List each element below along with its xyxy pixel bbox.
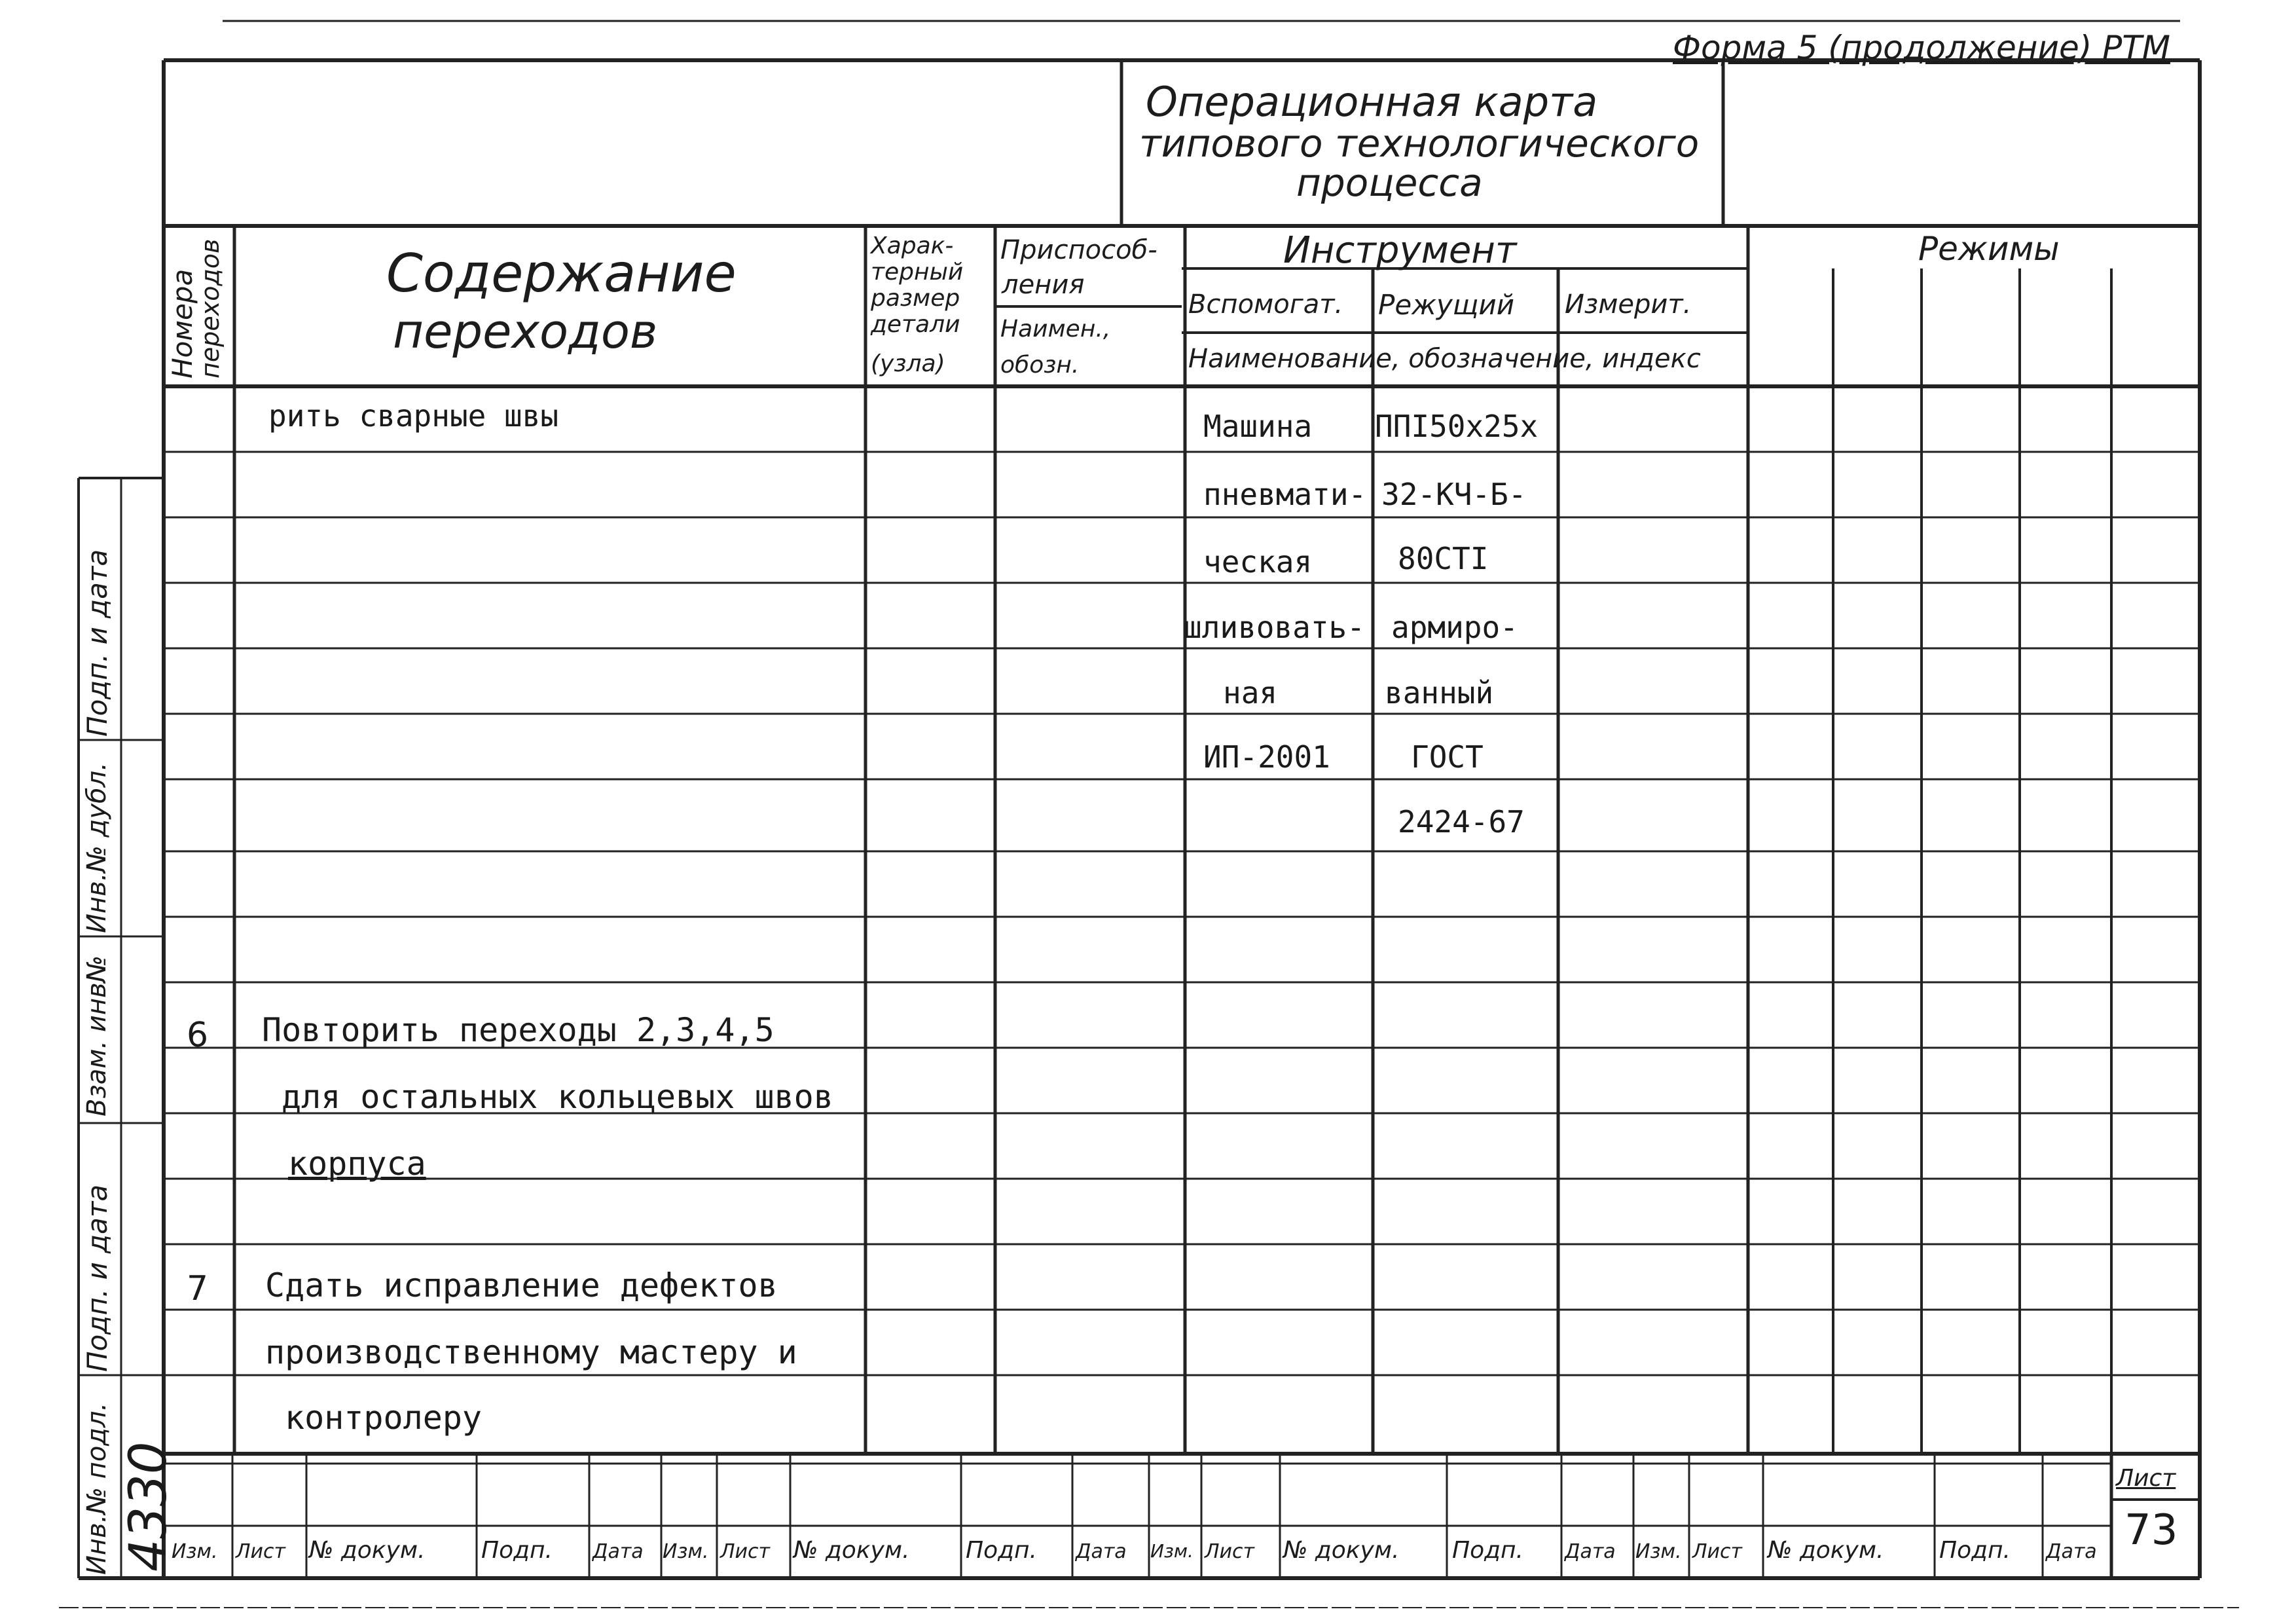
header-fixtures-1: Приспособ- [1000, 235, 1157, 265]
card-title-line-2: типового технологического [1139, 121, 1700, 166]
header-instrument: Инструмент [1283, 229, 1517, 272]
content-line-6: производственному мастеру и [265, 1333, 797, 1371]
header-char-size-1: Харак- [871, 232, 954, 259]
side-stamp-sign-date-1: Подп. и дата [81, 1184, 113, 1372]
footer-label-10: Дата [1076, 1540, 1127, 1563]
footer-label-16: Изм. [1635, 1540, 1682, 1563]
footer-label-20: Дата [2046, 1540, 2097, 1563]
content-line-4: корпуса [288, 1145, 426, 1183]
footer-label-1: Изм. [172, 1540, 218, 1563]
header-fixtures-sub-1: Наимен., [1000, 316, 1111, 342]
side-stamp-inv-orig: Инв.№ подл. [82, 1402, 112, 1575]
footer-label-12: Лист [1205, 1540, 1255, 1563]
aux-tool-line-3: ческая [1203, 544, 1313, 580]
cutting-tool-line-2: 32-КЧ-Б- [1381, 477, 1527, 512]
content-line-3: для остальных кольцевых швов [282, 1078, 833, 1116]
header-transition-number-1: Номера [166, 268, 198, 378]
footer-label-6: Изм. [663, 1540, 709, 1563]
inventory-number: 4330 [119, 1441, 178, 1572]
header-instrument-cutting: Режущий [1378, 289, 1515, 321]
content-line-5: Сдать исправление дефектов [265, 1266, 778, 1304]
aux-tool-line-1: Машина [1203, 409, 1313, 444]
footer-label-8: № докум. [793, 1537, 910, 1564]
content-line-7: контролеру [285, 1399, 483, 1437]
side-stamp-inv-dup: Инв.№ дубл. [82, 762, 112, 933]
footer-label-11: Изм. [1150, 1540, 1194, 1562]
aux-tool-line-6: ИП-2001 [1203, 739, 1330, 775]
header-instrument-measuring: Измерит. [1565, 289, 1692, 320]
footer-label-15: Дата [1565, 1540, 1616, 1563]
sheet-label: Лист [2116, 1465, 2176, 1492]
card-title-line-1: Операционная карта [1146, 78, 1598, 126]
footer-label-4: Подп. [481, 1537, 553, 1564]
cutting-tool-line-7: 2424-67 [1398, 804, 1525, 840]
footer-label-7: Лист [720, 1540, 771, 1563]
content-line-2: Повторить переходы 2,3,4,5 [262, 1011, 774, 1049]
header-content-1: Содержание [386, 243, 737, 304]
header-char-size-3: размер [871, 285, 960, 312]
cutting-tool-line-3: 80СТI [1398, 541, 1489, 576]
footer-label-5: Дата [592, 1540, 644, 1563]
header-instrument-sub: Наименование, обозначение, индекс [1188, 344, 1701, 374]
footer-label-2: Лист [236, 1540, 286, 1563]
aux-tool-line-5: ная [1223, 675, 1278, 710]
form-label: Форма 5 (продолжение) РТМ [1673, 29, 2170, 67]
cutting-tool-line-5: ванный [1385, 675, 1494, 710]
footer-label-18: № докум. [1768, 1537, 1884, 1564]
cutting-tool-line-1: ППI50x25x [1375, 409, 1539, 444]
aux-tool-line-4: шливовать- [1184, 610, 1365, 645]
content-line-1: рить сварные швы [268, 398, 559, 434]
footer-label-3: № докум. [309, 1537, 426, 1564]
header-char-size-5: (узла) [871, 350, 945, 377]
sheet-number: 73 [2124, 1506, 2178, 1555]
header-char-size-2: терный [871, 259, 964, 286]
footer-label-17: Лист [1692, 1540, 1743, 1563]
cutting-tool-line-6: ГОСТ [1411, 739, 1484, 775]
footer-label-14: Подп. [1452, 1537, 1523, 1564]
cutting-tool-line-4: армиро- [1391, 610, 1518, 645]
header-fixtures-2: ления [1002, 270, 1085, 300]
header-char-size-4: детали [871, 311, 960, 338]
transition-number-7: 7 [187, 1269, 209, 1308]
side-stamp-sign-date-2: Подп. и дата [81, 549, 113, 737]
transition-number-6: 6 [187, 1016, 209, 1055]
header-content-2: переходов [393, 304, 658, 359]
footer-label-19: Подп. [1939, 1537, 2011, 1564]
aux-tool-line-2: пневмати- [1203, 477, 1367, 512]
header-fixtures-sub-2: обозн. [1000, 352, 1080, 378]
side-stamp-replace-inv: Взам. инв№ [82, 955, 112, 1116]
card-title-line-3: процесса [1296, 160, 1483, 205]
header-modes: Режимы [1918, 230, 2060, 268]
footer-label-13: № докум. [1283, 1537, 1400, 1564]
header-instrument-aux: Вспомогат. [1188, 289, 1343, 320]
footer-label-9: Подп. [966, 1537, 1037, 1564]
header-transition-number-2: переходов [196, 238, 225, 378]
